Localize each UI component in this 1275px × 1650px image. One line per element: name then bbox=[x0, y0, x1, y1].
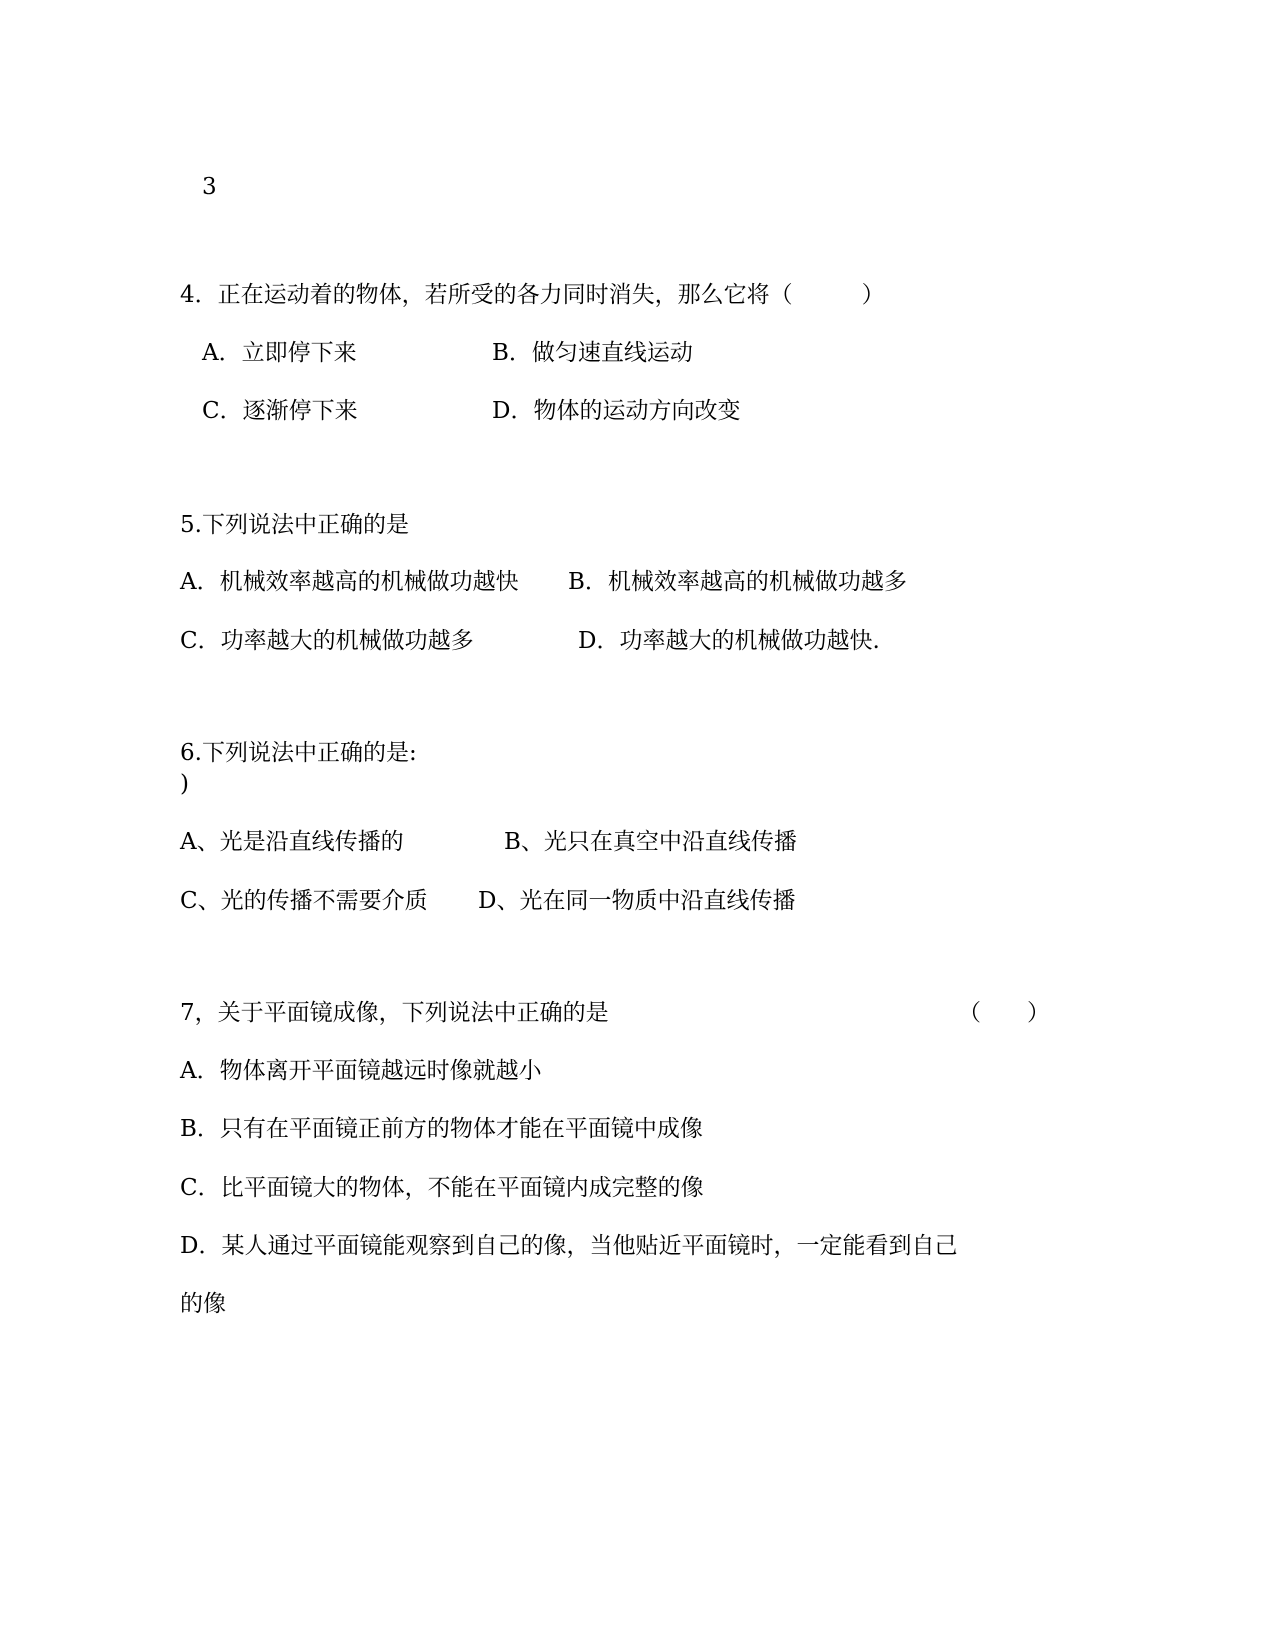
q5-option-a: A．机械效率越高的机械做功越快 bbox=[180, 569, 519, 595]
q6-option-d: D、光在同一物质中沿直线传播 bbox=[478, 888, 796, 914]
page-number: 3 bbox=[202, 174, 217, 200]
q4-option-b: B．做匀速直线运动 bbox=[492, 340, 693, 366]
q6-stem-paren: ) bbox=[180, 771, 189, 797]
q7-option-d-line2: 的像 bbox=[180, 1291, 226, 1317]
q7-option-b: B．只有在平面镜正前方的物体才能在平面镜中成像 bbox=[180, 1116, 703, 1142]
q4-option-c: C．逐渐停下来 bbox=[202, 398, 358, 424]
q7-stem: 7，关于平面镜成像，下列说法中正确的是 bbox=[180, 1000, 609, 1026]
q6-stem: 6.下列说法中正确的是: bbox=[180, 740, 417, 766]
q5-option-d: D．功率越大的机械做功越快. bbox=[578, 628, 880, 654]
q7-option-a: A．物体离开平面镜越远时像就越小 bbox=[180, 1058, 542, 1084]
q6-option-a: A、光是沿直线传播的 bbox=[180, 829, 404, 855]
q5-option-c: C．功率越大的机械做功越多 bbox=[180, 628, 474, 654]
q6-option-c: C、光的传播不需要介质 bbox=[180, 888, 428, 914]
q4-stem: 4．正在运动着的物体，若所受的各力同时消失，那么它将（ ） bbox=[180, 282, 885, 308]
q5-stem: 5.下列说法中正确的是 bbox=[180, 512, 409, 538]
q5-option-b: B．机械效率越高的机械做功越多 bbox=[568, 569, 907, 595]
q7-answer-paren: （ ） bbox=[958, 1000, 1050, 1026]
q4-option-d: D．物体的运动方向改变 bbox=[492, 398, 741, 424]
q6-option-b: B、光只在真空中沿直线传播 bbox=[504, 829, 797, 855]
q7-option-d-line1: D．某人通过平面镜能观察到自己的像，当他贴近平面镜时，一定能看到自己 bbox=[180, 1233, 958, 1259]
q4-option-a: A．立即停下来 bbox=[202, 340, 357, 366]
q7-option-c: C．比平面镜大的物体，不能在平面镜内成完整的像 bbox=[180, 1175, 704, 1201]
